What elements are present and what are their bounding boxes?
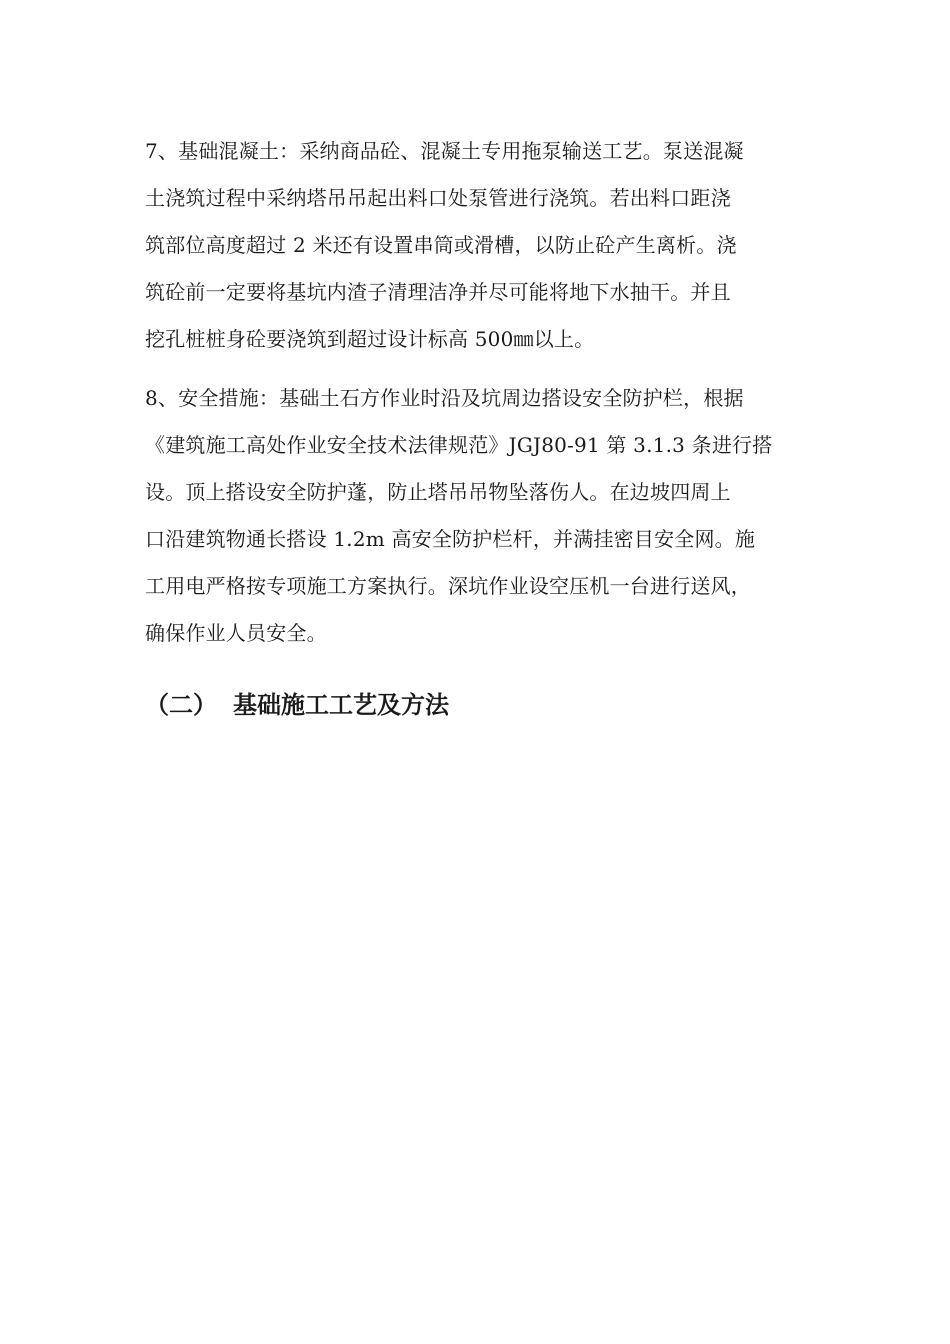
- text-line: 设。顶上搭设安全防护蓬，防止塔吊吊物坠落伤人。在边坡四周上: [145, 480, 731, 504]
- text-line: 工用电严格按专项施工方案执行。深坑作业设空压机一台进行送风，: [145, 574, 751, 598]
- text-line: 《建筑施工高处作业安全技术法律规范》JGJ80-91 第 3.1.3 条进行搭: [145, 433, 773, 457]
- text-line: 筑砼前一定要将基坑内渣子清理洁净并尽可能将地下水抽干。并且: [145, 280, 731, 304]
- section-number: （二）: [145, 690, 217, 719]
- text-line: 挖孔桩桩身砼要浇筑到超过设计标高 500㎜以上。: [145, 327, 595, 351]
- paragraph-foundation-concrete: [145, 128, 815, 363]
- document-body: [145, 128, 815, 727]
- text-line: 口沿建筑物通长搭设 1.2m 高安全防护栏杆，并满挂密目安全网。施: [145, 527, 756, 551]
- section-heading: [145, 683, 815, 727]
- text-line: 8、安全措施：基础土石方作业时沿及坑周边搭设安全防护栏，根据: [145, 386, 744, 410]
- text-line: 7、基础混凝土：采纳商品砼、混凝土专用拖泵输送工艺。泵送混凝: [145, 139, 744, 163]
- text-line: 确保作业人员安全。: [145, 621, 327, 645]
- paragraph-safety-measures: [145, 375, 815, 657]
- text-line: 筑部位高度超过 2 米还有设置串筒或滑槽，以防止砼产生离析。浇: [145, 233, 737, 257]
- section-title: 基础施工工艺及方法: [233, 690, 449, 719]
- text-line: 土浇筑过程中采纳塔吊吊起出料口处泵管进行浇筑。若出料口距浇: [145, 186, 731, 210]
